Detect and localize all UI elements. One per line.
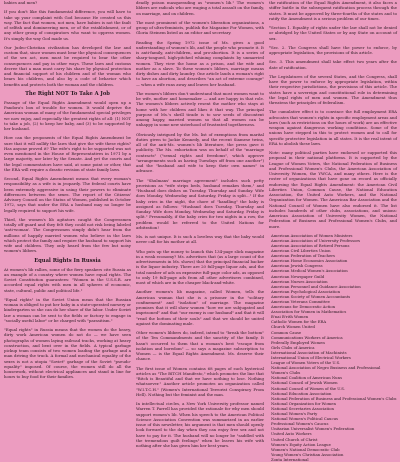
paragraph: Third, the women's lib agitators caught the Congressmen totally off guard and they felt they could not risk being labeled 'anti-woman'. The Congressmen simply didn't hear from the millions of happily married women who believe in the laws which protect the family and require the husband to support his wife and children. They only heard from the few but noisy women's libbers. [4,216,131,254]
organization-list-item: Association for Women in Mathematics [271,309,347,315]
paragraph: The most prominent of the women's liberation organizations, a group of ultra-feminists, publish the Magazine For Women, with Gloria Steinem listed as an editor and secretary. [136,19,264,36]
paragraph: Obviously intrigued by the Ms. list of exemptions from marital duties given to Jackie Kennedy, and the recent Siamese twins, all of the anti-Ms. women's lib literature, the press gave it publicity. The Ms. exhortation was on behalf of the "marriage contracts" ("sexual rights and freedoms", which approve "arrangements such as having Tuesdays off from one another") and the "husband and wife to keep their own names" in advance. [136,131,264,174]
organization-list-item: National Women's Party [271,411,318,417]
organization-list-item: Professional Women's Caucus [271,421,329,427]
organization-list-item: Girls Clubs of America [271,344,315,350]
paragraph: the ratification of the Equal Rights Amendment, it also faces a stiffer battle in the subsequent ratification process through the states. It must be approved by three-fourths of the states and to ratify the Amendment is a serious problem of our times. [269,0,397,21]
paragraph: The first issue of Women contains 68 pages of such hysterical articles as "The BITCH Manifesto," which promotes the line that "Bitch is Beautiful and that we have nothing to lose. Nothing whatsoever." Another article promotes an organization called "W.I.T.C.H." (Women's International Terrorist Conspiracy From Hell). Nothing but the feminist and the man. [136,365,264,397]
organization-list-item: National Education Association [271,390,332,396]
paragraph: Sec. 3. This amendment shall take effect two years after the date of ratification. [269,59,397,70]
column-3 [269,0,397,462]
organization-list-item: American Jewish Congress [271,263,323,269]
paragraph: Our Judeo-Christian civilization has developed the law and custom that, since women must bear the physical consequences of the sex act, men must be required to bear the other consequences and pay in other ways. These laws and customs decree that a man must carry his share by physical protection and financial support of his children and of the woman who bears his children, and also by a code of behavior which benefits and protects both the woman and the children. [4,44,131,87]
organization-list [269,233,397,462]
paragraph: Note: many political parties have endorsed or supported this proposal in their national platforms. It is supported by the League of Women Voters, the National Federation of Business and Professional Women's Clubs, the American Association of University Women, the YWCA, and many others. Here is the roster of organizations that have gone on record as officially endorsing the Equal Rights Amendment: the American Civil Liberties Union, Common Cause, the National Education Association, the United Auto Workers, and the National Organization for Women. The American Bar Association and the National Council of Women have also endorsed it. The list includes hundreds of other clubs, associations, and unions: American Association of University Women, the National Federation of Business and Professional Women's Clubs, and more. [269,150,397,229]
column-2 [136,0,264,450]
paragraph: At women's lib rallies, some of the fiery speakers cite Russia as an example of a country where women have equal rights. The Soviet Constitution guarantees: "Women in the U.S.S.R. are accorded equal rights with men in all spheres of economic, state, cultural, public and political life." [4,266,131,293]
organization-list-item: National Secretaries Association [271,405,335,411]
paragraph: Second, Equal Rights Amendment means that every woman's responsibility as a wife is in jeopardy. The federal courts have been extremely aggressive in using their powers to eliminate differences between the sexes. The report of the Citizens' Advisory Council on the Status of Women, published in October 1972, says that under the ERA a husband may no longer be legally required to support his wife. [4,176,131,213]
column-3-body [269,0,397,229]
organization-list-item: National Women's Political Caucus [271,416,338,422]
organization-list-item: Church Women United [271,324,315,330]
organization-list-item: United Church of Christ [271,436,318,442]
organization-list-item: American Veterans Committee [271,298,330,304]
organization-list-item: Catholic Women for the ERA [271,319,327,325]
column-1-body [4,100,131,254]
column-1-russia-body [4,267,131,380]
organization-list-item: National Council of Jewish Women [271,380,338,386]
section-heading-equal-rights-russia: Equal Rights In Russia [34,257,101,264]
organization-list-item: American Personnel and Guidance Association [271,283,361,289]
paragraph: The women's libbers don't understand that most women want to be wife, mother and homemaker — and are happy in that role. The women's libbers actively resent the mother who stays at home with her children and likes it that way. The principal purpose of Ms.'s shrill tirade is to sow seeds of discontent among happy, married women so that all women can be unhappy in some new sisterhood of frustrated togetherness. [136,90,264,128]
paragraph: Another women's lib magazine, called Women, tells the American woman that she is a prisoner in the "solitary confinement" and "isolation" of marriage. The magazine promises that it will show women "how we are subjugated and imprisoned" and that "our enemy is our husband" and that it will "read the bottom of their souls" and that we should be united against the dominating male. [136,289,265,326]
paragraph: babies and men? [4,0,38,5]
organization-list-item: American Federation of Teachers [271,253,335,259]
paragraph: The cumulative effect is to convince the full employment ERA advocates that women's rights in specific employment areas and laws (such as restrictions on the hours of work) are an effective weapon against dangerous working conditions. Some of the unions have stepped in this to protect women and to call for specific protective legislation in all states. It is the real intent of ERA to abolish these laws. [269,109,397,146]
organization-list-item: Women's National Democratic Club [271,446,340,452]
organization-list-item: American Newspaper Guild [271,273,325,279]
organization-list-item: Americans for Democratic Action [271,304,336,310]
paragraph: Who puts up the money to launch this 134-page slick magazine in a weak economy? Ms. advertises that (as a large count of the advertisements in Ms. shows) that the principal financial backer is the liquor industry. There are 20 full-page liquor ads, and the total number of ads on expensive full-page color ads, as opposed to only 19 full-page ads from all other advertisers combined, most of which are in the cheaper black-and-white. [136,248,264,285]
paragraph: If you don't like this fundamental difference, you will have to take up your complaint with God because He created us this way. The fact that women, not men, have babies is not the fault of selfish and domineering men, or of the establishment, or of any other group of conspirators who want to oppress women. It's simply the way God made us. [4,9,131,41]
organization-list-item: National Federation of Business and Professional Women's Clubs [271,395,397,401]
organization-list-item: Women's Equity Action League [271,441,331,447]
organization-list-item: American Home Economics Association [271,258,348,264]
column-1-intro [4,0,131,87]
paragraph: The "Shulmans' marriage agreement" includes such petty provisions as "wife strips beds, husband remakes them," and "Husband does dishes on Tuesday, Thursday and Sunday. Wife does Monday, Wednesday and Saturday, Friday is split..." If the baby cries in the night, the chore of "handling" the baby is assigned as follows: "Husband does Tuesday, Thursday and Sunday. Wife does Monday, Wednesday and Saturday, Friday is split." Presumably, if the baby cries for two nights in a row, the problem would be referred to the United Nations for arbitration! [136,177,264,230]
paragraph: Reading the Spring 1972 issue of Ms. gives a good understanding of women's lib, and the people who promote it. It is anti-family, anti-children, and pro-abortion. It is a series of sharp-tongued, high-pitched whining complaints by unmarried women. They view the home as a prison, and the wife and mother as a slave. To these women's libbers, marriage means dirty dishes and dirty laundry. One article lauds a woman's right to have an abortion, and describes "an act of extreme courage" — when a wife runs away and leaves her husband. [136,39,264,87]
organization-list-item: League of Women Voters of the U.S. [271,360,341,366]
section-heading-right-not-to-take-job: The Right NOT To Take A Job [25,90,110,97]
paragraph: deadly poison masquerading as "women's lib." The women's libbers are radicals who are waging a total assault on the family, on marriage, and on children. [136,0,264,16]
organization-list-item: American Civil Liberties Union [271,248,331,254]
organization-list-item: National Association of Negro Business and Professional Women's Clubs [271,365,381,376]
organization-list-item: Young Women's Christian Association [271,451,344,457]
organization-list-item: American Society of Women Accountants [271,293,351,299]
organization-list-item: Zonta International [271,456,309,462]
organization-list-item: National Council of Women of the U.S. [271,385,345,391]
organization-list-item: International Association of Machinists [271,349,347,355]
organization-list-item: United Auto Workers [271,431,312,437]
organization-list-item: Communications Workers of America [271,334,343,340]
organization-list-item: International Union of Electrical Workers [271,355,351,360]
organization-list-item: National Coalition of American Nuns [271,375,343,381]
column-2-body [136,0,264,448]
paragraph: *Sec. 2. The Congress shall have the power to enforce, by appropriate legislation, the provisions of this article. [269,44,397,55]
organization-list-item: Common Cause [271,329,302,335]
paragraph: Passage of the Equal Rights Amendment would open up a Pandora's box of trouble for women. It would deprive the American woman of many of the fundamental special privileges we now enjoy, and especially the greatest rights of all: (1) NOT to take a job, (2) to keep her baby, and (3) to be supported by her husband. [4,99,131,131]
paragraph: Other women's libbers do, indeed, intend to "break the bottom" of the Ten Commandments and the sanctity of the family. It hasn't occurred to them that a woman's best "escape from isolation and boredom" — so says a magazine subscription to Women — is the Equal Rights Amendment. Ms. deserve their chance. [136,330,264,362]
organization-list-item: American Medical Women's Association [271,268,348,274]
organization-list-item: American Association of University Professors [271,237,361,243]
organization-list-item: American Psychological Association [271,288,341,294]
paragraph: "Equal rights" in the Soviet Union mean that the Russian woman is obliged to put her baby in a state-operated nursery or kindergarten so she can do her share of the labor. Under Soviet law a woman can be sent to the fields or factory to engage in "socially useful labor" or be charged with "parasitism." [4,296,131,323]
organization-list-item: Unitarian Universalist Women's Federation [271,426,355,432]
organization-list-item: Federally Employed Women [271,339,325,345]
paragraph: How can the proponents of the Equal Rights Amendment be sure that it will nullify the laws that give the wife these rights? Has anyone proved it? The wife's right to be supported was not even mentioned in the House of Representatives in 1971 by a large majority, nor later by the Senate. And yet the courts and the legal commentators have said, at some point or other, that the ERA will require a drastic revision of state family laws. [4,135,131,172]
organization-list-item: American Nurses Association [271,278,328,284]
paragraph: Ms. is not unique. It is such a loveless way that the baby would never call for his mother at all. [136,234,264,245]
paragraph: In intellectual circles, a New York University professor named Warren T. Farrell has provided the rationale for why men should support women's lib. When his speech to the American Political Science Association Convention was summarized in an earlier issue of this newsletter, his argument is that men should openly look forward to the day when they can enjoy free sex and not have to pay for it. The husband will no longer be "saddled with the tremendous guilt feelings" when he leaves his wife with nothing after she has given him her best years. [136,401,264,448]
organization-list-item: B'nai B'rith Women [271,314,309,320]
organization-list-item: American Association of Women Ministers [271,232,353,238]
paragraph: "Equal rights" in Russia means that the women do the heavy, dirty work American women do not do — we have seen photographs of women laying railroad tracks, working at heavy construction, and bent over in the fields. A typical garbage pickup team consists of two women loading the garbage and a man driving the truck. A formal and mechanical equality of the sexes is not a utopia "Soviet" garbage of the Soviet "pseudo-equality" imposed. Of course, the women still do all the housework, without electrical appliances and stand in line for hours to buy food for their families. [4,327,131,380]
column-1 [4,0,131,450]
organization-list-item: American Association of Retired Persons [271,242,350,248]
paragraph: The Legislatures of the several States, and the Congress, shall have the power to enforce by appropriate legislation, within their respective jurisdictions, the provisions of this article. The states have a sovereign and constitutional role in determining the legal rights of men and women. The Amendment thus threatens the principles of federalism. [269,73,397,105]
organization-list-item: National Organization for Women [271,400,336,406]
paragraph: *Section 1. Equality of rights under the law shall not be denied or abridged by the United States or by any State on account of sex. [269,25,397,41]
